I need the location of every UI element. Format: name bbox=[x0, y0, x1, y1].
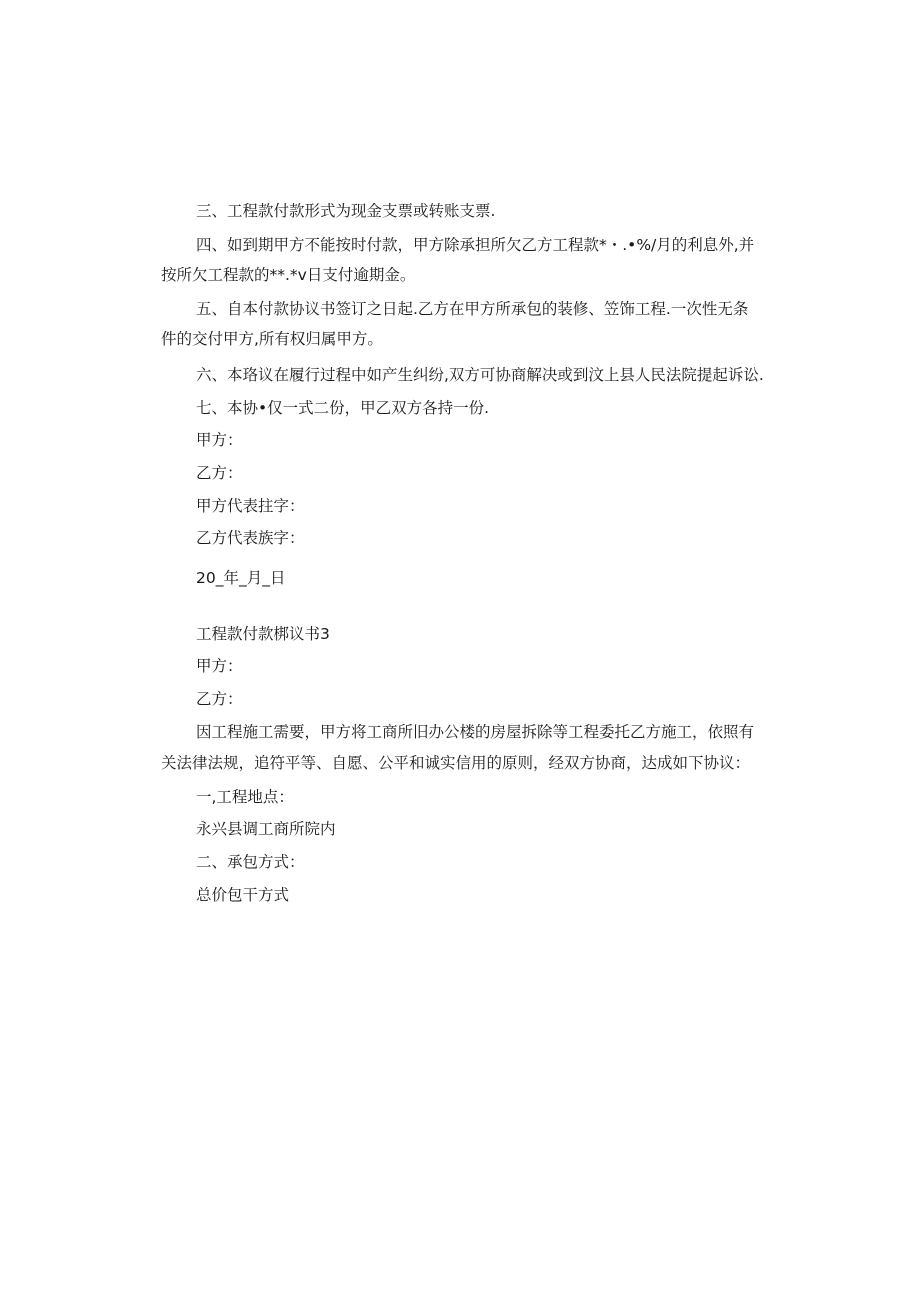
party-b-rep-signature: 乙方代表族字： bbox=[196, 529, 305, 547]
item-1-content: 永兴县调工商所院内 bbox=[196, 820, 336, 838]
clause-6: 六、本珞议在履行过程中如产生纠纷,双方可协商解决或到汶上县人民法院提起诉讼. bbox=[196, 366, 764, 384]
item-2-content: 总价包干方式 bbox=[196, 886, 290, 904]
party-b-label: 乙方： bbox=[196, 464, 243, 482]
clause-5-line-1: 五、自本付款协议书签订之日起.乙方在甲方所承包的装修、笠饰工程.一次性无条 bbox=[196, 300, 749, 318]
item-2-heading: 二、承包方式： bbox=[196, 853, 305, 871]
party-a-rep-signature: 甲方代表拄字： bbox=[196, 497, 305, 515]
intro-line-1: 因工程施工需要，甲方将工商所旧办公楼的房屋拆除等工程委托乙方施工，依照有 bbox=[196, 723, 755, 741]
item-1-heading: 一,工程地点： bbox=[196, 788, 294, 806]
party-a-label: 甲方： bbox=[196, 431, 243, 449]
clause-3: 三、工程款付款形式为现金支票或转账支票. bbox=[196, 202, 496, 220]
party-a-label-2: 甲方： bbox=[196, 657, 243, 675]
clause-4-line-1: 四、如到期甲方不能按时付款，甲方除承担所欠乙方工程款*・.•%/月的利息外,并 bbox=[196, 236, 755, 254]
clause-7: 七、本协•仅一式二份，甲乙双方各持一份. bbox=[196, 399, 490, 417]
intro-line-2: 关法律法规，追符平等、自愿、公平和诚实信用的原则，经双方协商，达成如下协议： bbox=[161, 754, 751, 772]
clause-5-line-2: 件的交付甲方,所有权归属甲方。 bbox=[161, 330, 383, 348]
party-b-label-2: 乙方： bbox=[196, 690, 243, 708]
clause-4-line-2: 按所欠工程款的**.*v日支付逾期金。 bbox=[161, 266, 416, 284]
date-line: 20_年_月_日 bbox=[196, 569, 286, 587]
section-title: 工程款付款梆议书3 bbox=[196, 625, 330, 643]
